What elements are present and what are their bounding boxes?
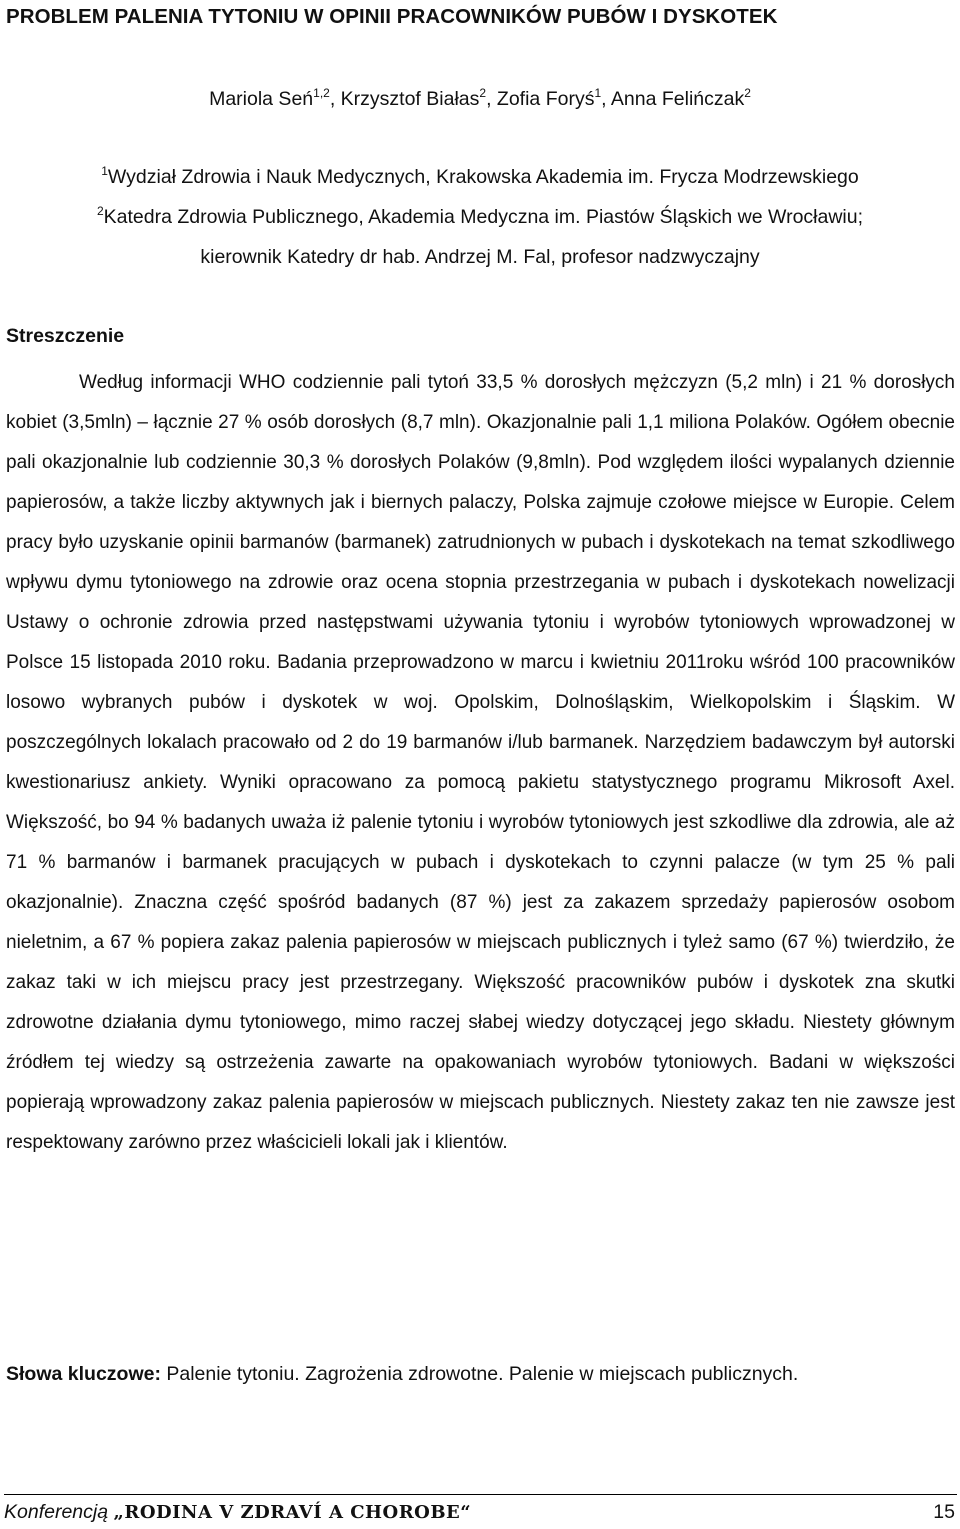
- keywords-text: Palenie tytoniu. Zagrożenia zdrowotne. Palenie w miejscach publicznych.: [166, 1363, 799, 1385]
- keywords-label: Słowa kluczowe:: [6, 1363, 161, 1385]
- affiliation-text: Katedra Zdrowia Publicznego, Akademia Medyczna im. Piastów Śląskich we Wrocławiu;: [103, 206, 864, 228]
- author-separator: ,: [601, 88, 611, 110]
- paper-title: PROBLEM PALENIA TYTONIU W OPINII PRACOWNIKÓW PUBÓW I DYSKOTEK: [6, 5, 778, 28]
- footer-conference-prefix: Konferencją: [4, 1501, 109, 1523]
- affiliation-2: [0, 204, 960, 230]
- page-footer: [4, 1499, 957, 1525]
- affiliation-2-continuation: kierownik Katedry dr hab. Andrzej M. Fal, profesor nadzwyczajny: [200, 246, 760, 268]
- author-name: Krzysztof Białas: [340, 88, 480, 110]
- footer-divider: [4, 1494, 957, 1495]
- author-affiliation-marker: 2: [479, 86, 487, 100]
- footer-conference-name: „RODINA V ZDRAVÍ A CHOROBE“: [113, 1502, 472, 1523]
- author-name: Anna Felińczak: [610, 88, 745, 110]
- affiliation-text: Wydział Zdrowia i Nauk Medycznych, Krakowska Akademia im. Frycza Modrzewskiego: [107, 166, 859, 188]
- author-affiliation-marker: 2: [744, 86, 751, 100]
- affiliation-1: [0, 164, 960, 190]
- affiliation-marker: 1: [101, 164, 108, 178]
- keywords-line: [6, 1361, 956, 1387]
- page-number: 15: [933, 1501, 955, 1523]
- author-separator: ,: [486, 88, 497, 110]
- abstract-body: Według informacji WHO codziennie pali tytoń 33,5 % dorosłych mężczyzn (5,2 mln) i 21 % dorosłych kobiet (3,5mln) – łącznie 27 % osób dorosłych (8,7 mln). Okazjonalnie pali 1,1 miliona Polaków. Ogółem obecnie pali okazjonalnie lub codziennie 30,3 % dorosłych Polaków (9,8mln). Pod względem ilości wypalanych dziennie papierosów, a także liczby aktywnych jak i biernych palaczy, Polska zajmuje czołowe miejsce w Europie. Celem pracy było uzyskanie opinii barmanów (barmanek) zatrudnionych w pubach i dyskotekach na temat szkodliwego wpływu dymu tytoniowego na zdrowie oraz ocena stopnia przestrzegania w pubach i dyskotekach nowelizacji Ustawy o ochronie zdrowia przed następstwami używania tytoniu i wyrobów tytoniowych wprowadzonej w Polsce 15 listopada 2010 roku. Badania przeprowadzono w marcu i kwietniu 2011roku wśród 100 pracowników losowo wybranych pubów i dyskotek w woj. Opolskim, Dolnośląskim, Wielkopolskim i Śląskim. W poszczególnych lokalach pracowało od 2 do 19 barmanów i/lub barmanek. Narzędziem badawczym był autorski kwestionariusz ankiety. Wyniki opracowano za pomocą pakietu statystycznego programu Mikrosoft Axel. Większość, bo 94 % badanych uważa iż palenie tytoniu i wyrobów tytoniowych jest szkodliwe dla zdrowia, ale aż 71 % barmanów i barmanek pracujących w pubach i dyskotekach to czynni palacze (w tym 25 % pali okazjonalnie). Znaczna część spośród badanych (87 %) jest za zakazem sprzedaży papierosów osobom nieletnim, a 67 % popiera zakaz palenia papierosów w miejscach publicznych i tyleż samo (67 %) twierdziło, że zakaz taki w ich miejscu pracy jest przestrzegany. Większość pracowników pubów i dyskotek zna skutki zdrowotne działania dymu tytoniowego, mimo raczej słabej wiedzy dotyczącej jego składu. Niestety głównym źródłem tej wiedzy są ostrzeżenia zawarte na opakowaniach wyrobów tytoniowych. Badani w większości popierają wprowadzony zakaz palenia papierosów w miejscach publicznych. Niestety zakaz ten nie zawsze jest respektowany zarówno przez właścicieli lokali jak i klientów.: [6, 372, 955, 1153]
- author-list: [0, 86, 960, 112]
- author-name: Mariola Seń: [209, 88, 314, 110]
- author-separator: ,: [329, 88, 341, 110]
- author-name: Zofia Foryś: [496, 88, 595, 110]
- author-affiliation-marker: 1: [594, 86, 602, 100]
- abstract-heading: Streszczenie: [6, 325, 125, 347]
- author-affiliation-marker: 1,2: [313, 86, 330, 100]
- affiliation-marker: 2: [96, 204, 104, 218]
